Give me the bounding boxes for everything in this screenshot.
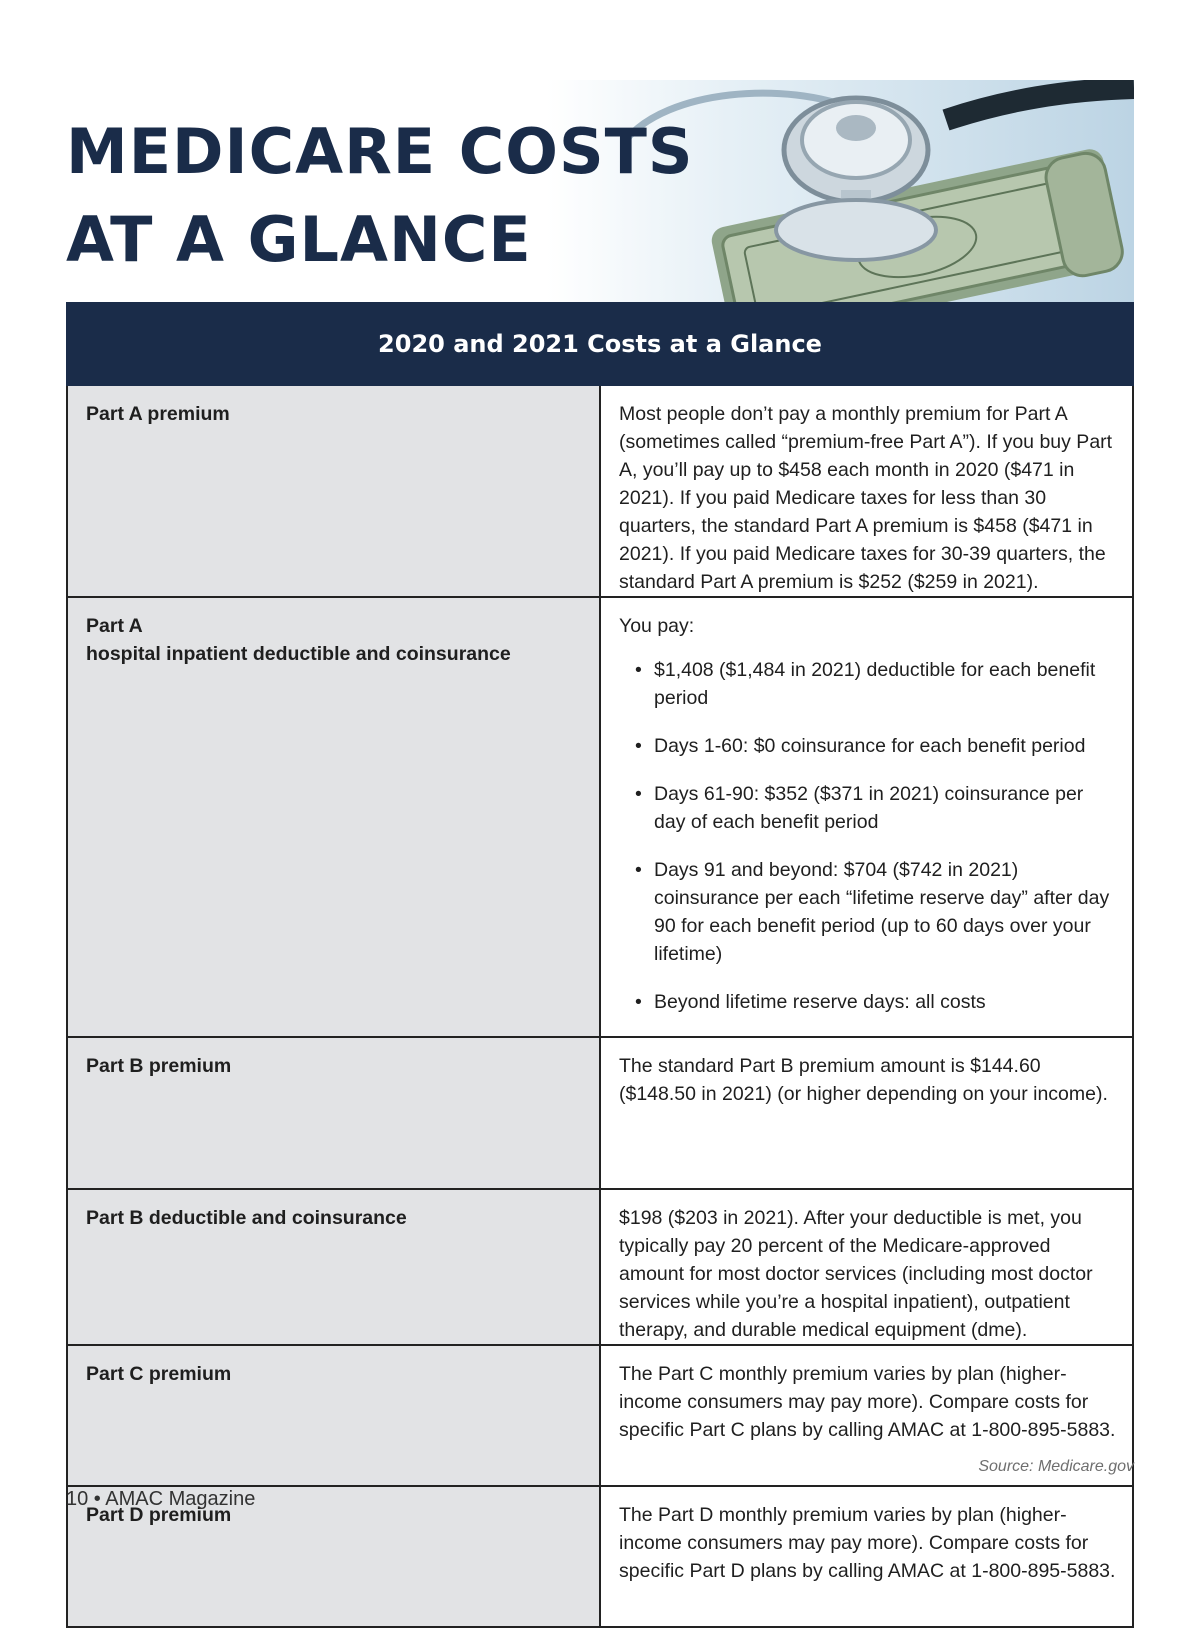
row-description: $198 ($203 in 2021). After your deductible is met, you typically pay 20 percent of the Medicare-approved amount for most doctor services (including most doctor services while you’re a hospital inpatient), outpatient therapy, and durable medical equipment (dme). [600,1189,1133,1345]
title-line-1: MEDICARE COSTS [66,115,694,188]
list-item [619,988,1116,1016]
page-footer: 10 • AMAC Magazine [66,1488,256,1510]
list-item-text: $1,408 ($1,484 in 2021) deductible for each benefit period [654,659,1096,709]
list-item-text: Beyond lifetime reserve days: all costs [654,991,986,1013]
list-item [619,856,1116,968]
row-description: The standard Part B premium amount is $144.60 ($148.50 in 2021) (or higher depending on your income). [600,1037,1133,1189]
row-description: Most people don’t pay a monthly premium for Part A (sometimes called “premium-free Part A”). If you buy Part A, you’ll pay up to $458 each month in 2020 ($471 in 2021). If you paid Medicare taxes for less than 30 quarters, the standard Part A premium is $458 ($471 in 2021). If you paid Medicare taxes for 30-39 quarters, the standard Part A premium is $252 ($259 in 2021). [600,385,1133,597]
row-description [600,597,1133,1037]
row-label-line-1: Part A [86,615,143,637]
table-heading: 2020 and 2021 Costs at a Glance [67,303,1133,385]
table-row [67,597,1133,1037]
row-label: Part B deductible and coinsurance [67,1189,600,1345]
source-note: Source: Medicare.gov [978,1458,1134,1475]
row-description: The Part D monthly premium varies by plan (higher-income consumers may pay more). Compare costs for specific Part D plans by calling AMAC at 1-800-895-5883. [600,1486,1133,1627]
bullet-icon: • [635,991,642,1013]
bullet-icon: • [635,659,642,681]
bullet-icon: • [635,735,642,757]
table-row [67,385,1133,597]
list-item-text: Days 1-60: $0 coinsurance for each benefit period [654,735,1086,757]
bullet-icon: • [635,859,642,881]
table-row [67,1189,1133,1345]
costs-table [66,302,1134,1628]
row-label: Part D premium [67,1486,600,1627]
title-line-2: AT A GLANCE [66,203,532,276]
list-item [619,732,1116,760]
table-row [67,1037,1133,1189]
you-pay-intro: You pay: [619,615,695,637]
bullet-icon: • [635,783,642,805]
list-item-text: Days 61-90: $352 ($371 in 2021) coinsurance per day of each benefit period [654,783,1084,833]
row-label: Part A premium [67,385,600,597]
cost-bullet-list [619,656,1116,1016]
row-label: Part B premium [67,1037,600,1189]
row-description: The Part C monthly premium varies by plan (higher-income consumers may pay more). Compare costs for specific Part C plans by calling AMAC at 1-800-895-5883. [600,1345,1133,1486]
list-item [619,780,1116,836]
page-title [66,108,694,284]
row-label: Part C premium [67,1345,600,1486]
list-item [619,656,1116,712]
row-label [67,597,600,1037]
list-item-text: Days 91 and beyond: $704 ($742 in 2021) coinsurance per each “lifetime reserve day” after day 90 for each benefit period (up to 60 days over your lifetime) [654,859,1110,965]
table-row [67,1345,1133,1486]
row-label-line-2: hospital inpatient deductible and coinsurance [86,643,511,665]
